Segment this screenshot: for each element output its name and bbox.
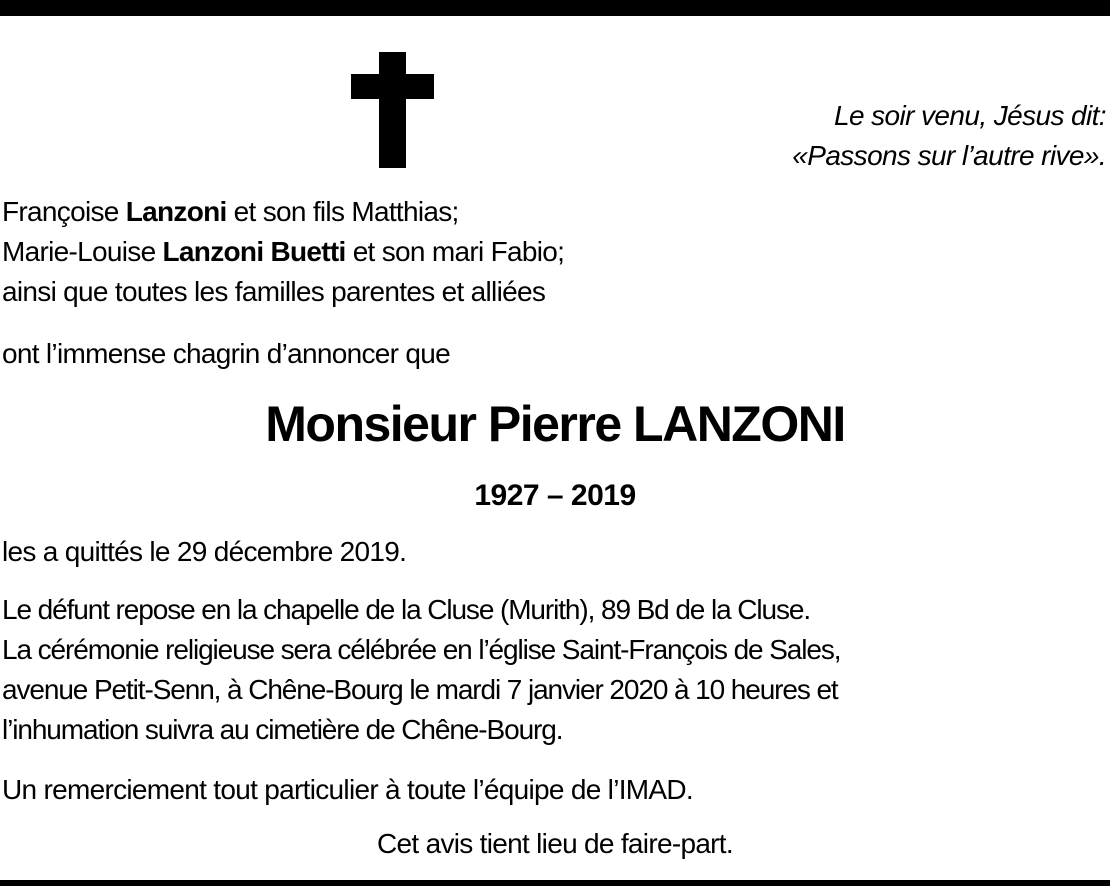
family-line: [2, 232, 564, 272]
bottom-border: [0, 880, 1110, 886]
family-surname: Lanzoni: [125, 196, 227, 227]
epigraph-line-2: «Passons sur l’autre rive».: [792, 140, 1106, 171]
details-line: La cérémonie religieuse sera célébrée en l’église Saint-François de Sales,: [2, 634, 841, 665]
service-details: [2, 590, 840, 750]
announcement: ont l’immense chagrin d’annoncer que: [2, 338, 450, 369]
family-line-text: Françoise: [2, 196, 126, 227]
family-line-text: et son fils Matthias;: [226, 196, 459, 227]
family-line: [2, 272, 564, 312]
epigraph-line-1: Le soir venu, Jésus dit:: [834, 100, 1106, 131]
details-line: l’inhumation suivra au cimetière de Chêne-Bourg.: [2, 714, 563, 745]
deceased-name: Monsieur Pierre LANZONI: [265, 396, 845, 452]
family-line: [2, 192, 564, 232]
epigraph: [792, 96, 1106, 176]
family-list: [2, 192, 564, 312]
details-line: avenue Petit-Senn, à Chêne-Bourg le mardi 7 janvier 2020 à 10 heures et: [2, 674, 838, 705]
closing-note: Cet avis tient lieu de faire-part.: [377, 828, 733, 859]
cross-icon: [351, 52, 434, 168]
details-line: Le défunt repose en la chapelle de la Cluse (Murith), 89 Bd de la Cluse.: [2, 594, 810, 625]
top-border: [0, 0, 1110, 16]
passing-date: les a quittés le 29 décembre 2019.: [2, 536, 407, 567]
family-line-text: et son mari Fabio;: [345, 236, 565, 267]
deceased-years: 1927 – 2019: [474, 479, 636, 512]
family-line-text: ainsi que toutes les familles parentes et alliées: [2, 276, 546, 307]
thanks-note: Un remerciement tout particulier à toute l’équipe de l’IMAD.: [2, 774, 694, 805]
family-line-text: Marie-Louise: [2, 236, 163, 267]
family-surname: Lanzoni Buetti: [162, 236, 346, 267]
